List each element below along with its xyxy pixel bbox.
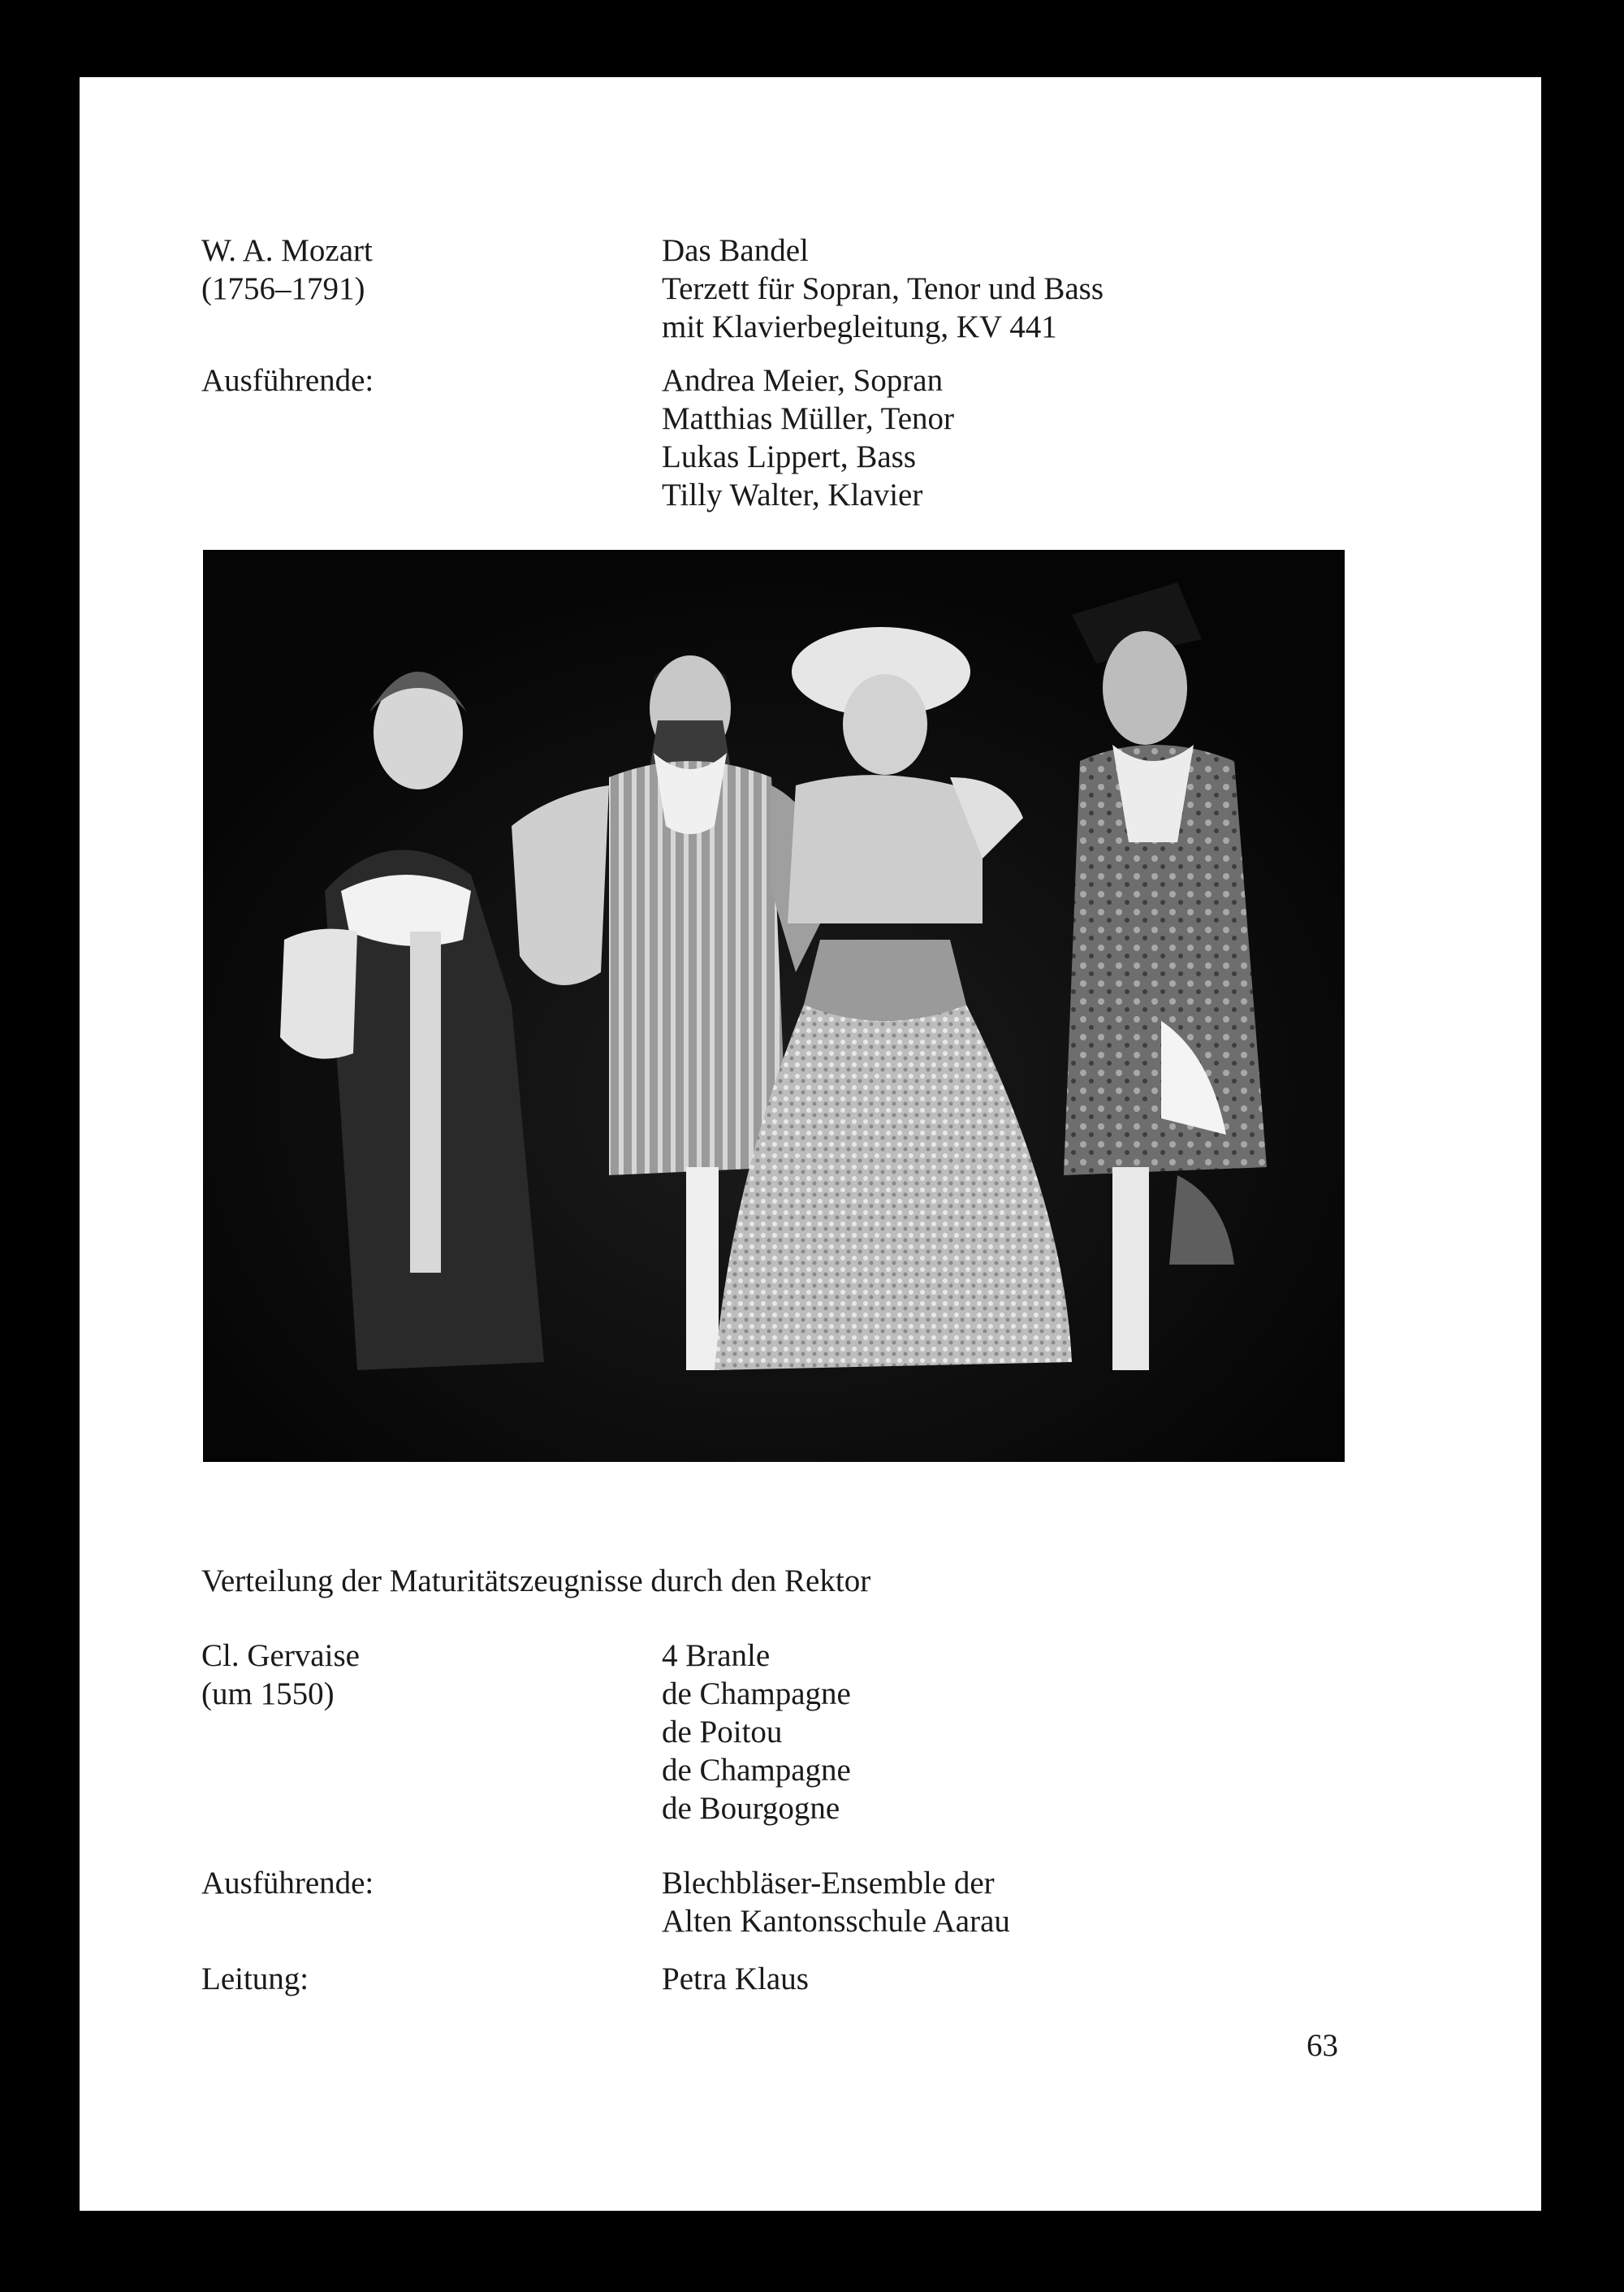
stage-photo xyxy=(203,550,1345,1462)
ceremony-line: Verteilung der Maturitätszeugnisse durch den Rektor xyxy=(201,1563,871,1598)
direction-label: Leitung: xyxy=(201,1961,309,1996)
performers-list-2: Blechbläser-Ensemble der Alten Kantonsschule Aarau xyxy=(662,1866,1010,1939)
work-das-bandel: Das Bandel Terzett für Sopran, Tenor und Bass mit Klavierbegleitung, KV 441 xyxy=(662,233,1104,344)
director-name: Petra Klaus xyxy=(662,1961,809,1996)
performers-list-1: Andrea Meier, Sopran Matthias Müller, Tenor Lukas Lippert, Bass Tilly Walter, Klavier xyxy=(662,363,955,512)
stage-photo-icon xyxy=(203,550,1345,1462)
performers-label-2: Ausführende: xyxy=(201,1866,374,1901)
composer-gervaise: Cl. Gervaise (um 1550) xyxy=(201,1638,360,1711)
work-4-branle: 4 Branle de Champagne de Poitou de Champagne de Bourgogne xyxy=(662,1638,851,1826)
composer-mozart: W. A. Mozart (1756–1791) xyxy=(201,233,373,306)
program-page xyxy=(80,77,1541,2211)
page-number: 63 xyxy=(1307,2028,1338,2063)
performers-label-1: Ausführende: xyxy=(201,363,374,398)
